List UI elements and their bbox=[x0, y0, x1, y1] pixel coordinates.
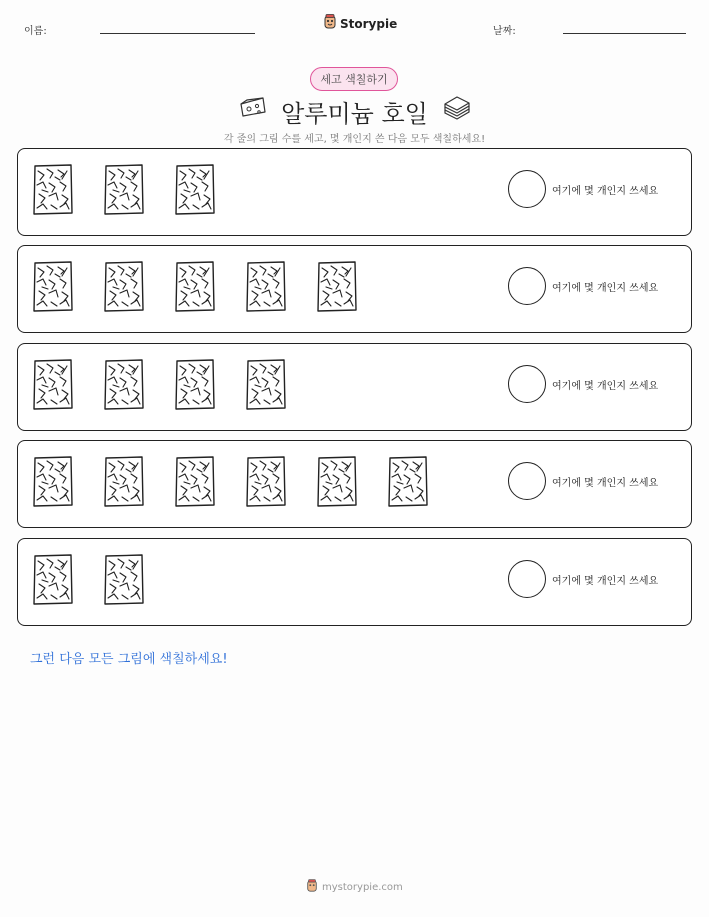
aluminum-foil-icon bbox=[244, 260, 288, 314]
color-instruction: 그런 다음 모든 그림에 색칠하세요! bbox=[30, 652, 228, 667]
count-row bbox=[17, 538, 692, 626]
aluminum-foil-icon bbox=[102, 260, 146, 314]
activity-pill: 세고 색칠하기 bbox=[310, 67, 398, 91]
date-label: 날짜: bbox=[493, 26, 516, 37]
brand-name: Storypie bbox=[340, 16, 398, 31]
aluminum-foil-icon bbox=[31, 553, 75, 607]
answer-prompt: 여기에 몇 개인지 쓰세요 bbox=[552, 186, 659, 197]
aluminum-foil-icon bbox=[102, 553, 146, 607]
name-line[interactable] bbox=[100, 33, 255, 34]
aluminum-foil-icon bbox=[173, 163, 217, 217]
aluminum-foil-icon bbox=[31, 163, 75, 217]
brand-logo bbox=[323, 14, 397, 33]
aluminum-foil-icon bbox=[102, 358, 146, 412]
date-line[interactable] bbox=[563, 33, 686, 34]
answer-prompt: 여기에 몇 개인지 쓰세요 bbox=[552, 381, 659, 392]
answer-prompt: 여기에 몇 개인지 쓰세요 bbox=[552, 283, 659, 294]
answer-circle[interactable] bbox=[508, 462, 546, 500]
aluminum-foil-icon bbox=[173, 260, 217, 314]
count-row bbox=[17, 343, 692, 431]
aluminum-foil-icon bbox=[102, 163, 146, 217]
answer-circle[interactable] bbox=[508, 365, 546, 403]
page-title: 알루미늄 호일 bbox=[281, 100, 428, 128]
aluminum-foil-icon bbox=[173, 455, 217, 509]
aluminum-foil-icon bbox=[173, 358, 217, 412]
aluminum-foil-icon bbox=[315, 455, 359, 509]
answer-circle[interactable] bbox=[508, 170, 546, 208]
aluminum-foil-icon bbox=[315, 260, 359, 314]
aluminum-foil-icon bbox=[31, 260, 75, 314]
answer-circle[interactable] bbox=[508, 267, 546, 305]
footer-site: mystorypie.com bbox=[322, 882, 403, 893]
aluminum-foil-icon bbox=[386, 455, 430, 509]
aluminum-foil-icon bbox=[31, 358, 75, 412]
count-row bbox=[17, 245, 692, 333]
storypie-logo-icon bbox=[323, 14, 337, 33]
aluminum-foil-icon bbox=[31, 455, 75, 509]
storypie-logo-icon bbox=[306, 879, 318, 896]
instructions: 각 줄의 그림 수를 세고, 몇 개인지 쓴 다음 모두 색칠하세요! bbox=[223, 134, 486, 145]
count-row bbox=[17, 148, 692, 236]
name-label: 이름: bbox=[24, 26, 47, 37]
aluminum-foil-icon bbox=[244, 455, 288, 509]
aluminum-foil-icon bbox=[244, 358, 288, 412]
answer-prompt: 여기에 몇 개인지 쓰세요 bbox=[552, 478, 659, 489]
answer-prompt: 여기에 몇 개인지 쓰세요 bbox=[552, 576, 659, 587]
footer bbox=[306, 879, 403, 896]
sandwich-icon bbox=[442, 94, 472, 124]
answer-circle[interactable] bbox=[508, 560, 546, 598]
count-row bbox=[17, 440, 692, 528]
aluminum-foil-icon bbox=[102, 455, 146, 509]
